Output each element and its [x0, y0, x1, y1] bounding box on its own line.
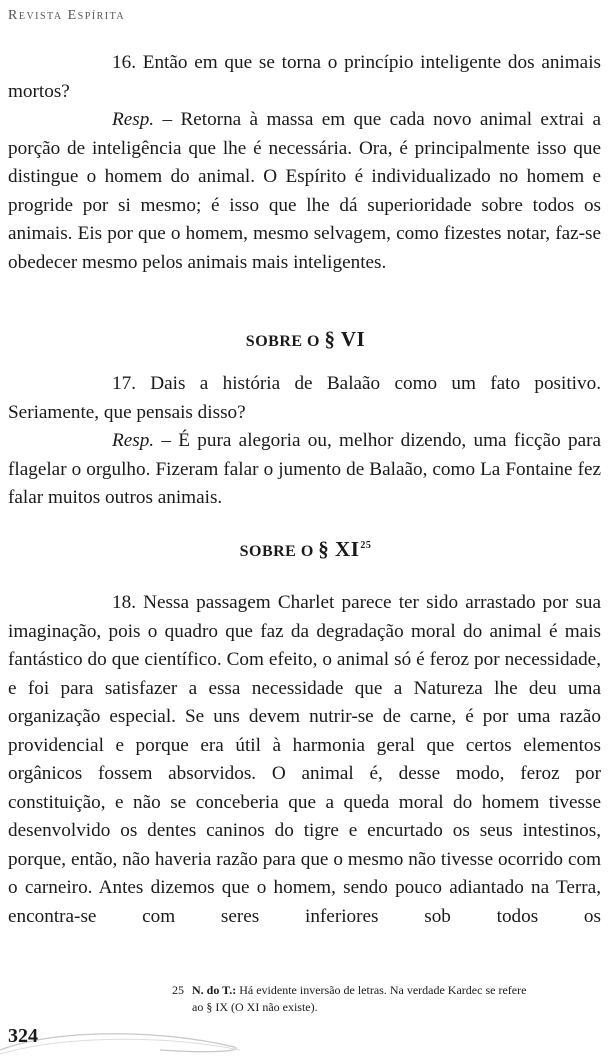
footnote-text-2: ao § IX (O XI não existe).	[192, 1000, 318, 1014]
question-17: 17. Dais a história de Balaão como um fato positivo. Seriamente, que pensais disso?	[8, 373, 601, 423]
answer-17-text: – É pura alegoria ou, melhor dizendo, uma ficção para flagelar o orgulho. Fizeram falar o jumento de Balaão, como La Fontaine fez falar muitos outros animais.	[8, 430, 601, 508]
question-18-block	[8, 589, 601, 931]
heading-section: § VI	[324, 327, 366, 351]
page-number: 324	[8, 1025, 38, 1047]
heading-prefix: SOBRE O	[245, 333, 325, 350]
answer-16	[8, 106, 601, 277]
decorative-swoosh	[0, 1020, 300, 1059]
section-heading-xi	[0, 537, 611, 562]
heading-prefix: SOBRE O	[239, 543, 319, 560]
answer-16-text: – Retorna à massa em que cada novo animal extrai a porção de inteligência que lhe é necessária. Ora, é principalmente isso que distingue o homem do animal. O Espírito é individualizado no homem e progride por si mesmo; é isso que lhe dá superioridade sobre todos os animais. Eis por que o homem, mesmo selvagem, como fizestes notar, faz-se obedecer mesmo pelos animais mais inteligentes.	[8, 109, 601, 273]
question-16-block	[8, 49, 601, 277]
running-head: Revista Espírita	[8, 8, 126, 23]
footnote-number: 25	[172, 983, 184, 997]
footnote-text-1: Há evidente inversão de letras. Na verdade Kardec se refere	[236, 983, 527, 997]
paragraph-18: 18. Nessa passagem Charlet parece ter sido arrastado por sua imaginação, pois o quadro que faz da degradação moral do animal é mais fantástico do que científico. Com efeito, o animal só é feroz por necessidade, e foi para satisfazer a essa necessidade que a Natureza lhe deu uma organização especial. Se uns devem nutrir-se de carne, é por uma razão providencial e porque era útil à harmonia geral que certos elementos orgânicos fossem absorvidos. O animal é, desse modo, feroz por constituição, e não se conceberia que a queda moral do homem tivesse desenvolvido os dentes caninos do tigre e encurtado os seus intestinos, porque, então, não haveria razão para que o mesmo não tivesse ocorrido com o carneiro. Antes dizemos que o homem, sendo pouco adiantado na Terra, encontra-se com seres inferiores sob todos os	[8, 592, 601, 927]
section-heading-vi	[0, 327, 611, 352]
footnote-label: N. do T.:	[192, 983, 237, 997]
question-17-block	[8, 370, 601, 513]
heading-section: § XI	[318, 537, 360, 561]
question-16: 16. Então em que se torna o princípio inteligente dos animais mortos?	[8, 52, 601, 102]
resp-label: Resp.	[112, 109, 155, 130]
resp-label: Resp.	[112, 430, 155, 451]
footnote	[172, 982, 600, 1016]
footnote-ref: 25	[360, 540, 372, 551]
answer-17	[8, 427, 601, 513]
